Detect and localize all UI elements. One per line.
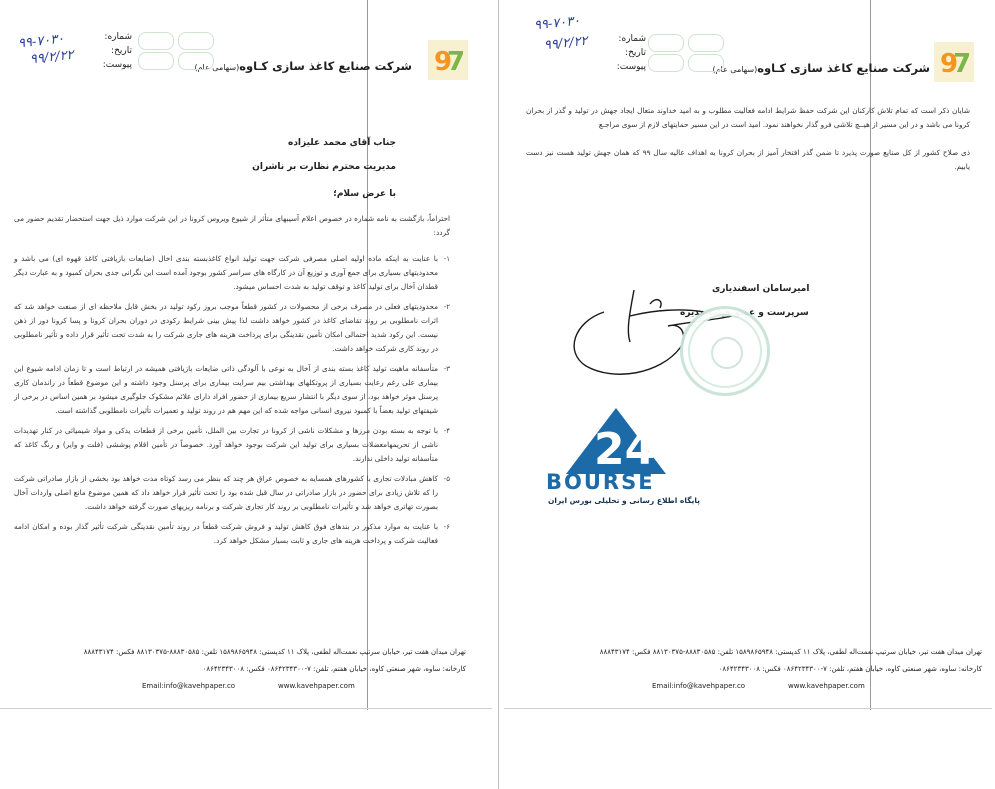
item-text: متأسفانه ماهیت تولید کاغذ بسته بندی از آخال به نوعی با آلودگی ذاتی ضایعات بازیافتی همیشه در ارتباط است و تا زمان ادامه شیوع این بیماری علی رغم رعایت بسیاری از پروتکلهای بهداشتی بیم سرایت بیماری برای پرسنل وجود داشته و این موضوع قطعاً در راندمان کاری پرسنل موثر خواهد بود، از سوی دیگر با انتشار سریع بیماری از حضور افراد دارای علائم مشکوک جلوگیری میشود بر همین اساس در برخی از شیفتهای تولید بعضاً با کمبود نیروی انسانی مواجه شده که این مهم هم در روند تولید و تعمیرات تأثیرات نامطلوبی گذاشته است. xyxy=(14,364,438,415)
letter-footer xyxy=(14,644,466,695)
company-name xyxy=(712,61,930,75)
company-logo xyxy=(934,42,974,82)
letter-footer xyxy=(542,644,982,695)
list-item xyxy=(14,362,450,418)
footer-factory: کارخانه: ساوه، شهر صنعتی کاوه، خیابان هفتم، تلفن: ۷-۰۸۶۴۲۳۴۳۰۰ فکس: ۰۸۶۴۲۳۴۳۰۰۸ xyxy=(718,665,982,673)
stamp-center xyxy=(711,337,743,369)
svg-text:7: 7 xyxy=(953,49,972,79)
item-number: ۵- xyxy=(443,475,450,483)
greeting: با عرض سلام؛ xyxy=(333,189,396,199)
footer-website: www.kavehpaper.com xyxy=(788,682,865,690)
footer-website: www.kavehpaper.com xyxy=(278,682,355,690)
date-label: تاریخ: xyxy=(625,48,646,58)
green-stamp xyxy=(138,32,174,50)
bourse-watermark-logo xyxy=(564,406,668,476)
letter-meta xyxy=(92,30,132,72)
list-item xyxy=(14,424,450,466)
date-label: تاریخ: xyxy=(111,46,132,56)
company-type: (سهامی عام) xyxy=(194,63,240,72)
footer-email: Email:info@kavehpaper.co xyxy=(142,682,236,690)
footer-email: Email:info@kavehpaper.co xyxy=(652,682,746,690)
green-stamp xyxy=(138,52,174,70)
letter-page-1 xyxy=(0,0,492,710)
letter-body xyxy=(526,104,970,174)
handwritten-number: ۹۹-۷۰۳۰ xyxy=(17,31,65,52)
list-item xyxy=(14,472,450,514)
item-text: با عنایت به اینکه ماده اولیه اصلی مصرفی شرکت جهت تولید انواع کاغذبسته بندی اخال (ضایعات بازیافتی کاغذ قهوه ای) می باشد و محدودیتهای بسیاری برای جمع آوری و توزیع آن در کارگاه های سراسر کشور بوجود آمده است این نگرانی جدی بحران کمبود و به عبارت دیگر قطدان آخال برای تولید کاغذ و توقف تولید به شدت احساس میشود. xyxy=(13,254,438,291)
item-text: کاهش مبادلات تجاری با کشورهای همسایه به خصوص عراق هر چند که بنظر می رسد کوتاه مدت خواهد بود بخشی از بازار صادراتی شرکت را که تلاش زیادی برای حضور در بازار صادراتی در سال قبل شده بود را تحت تأثیر قرار خواهد داد که همین موضوع مانع اصلی واردات آخال بصورت تهاتری خواهد شد و تأثیرات نامطلوبی بر روند کار تجاری شرکت و برنامه ریزیهای صورت گرفته خواهد داشت. xyxy=(14,474,438,511)
svg-text:7: 7 xyxy=(447,47,466,77)
company-logo xyxy=(428,40,468,80)
green-stamp xyxy=(178,32,214,50)
svg-text:9: 9 xyxy=(434,47,453,77)
signer-title: سرپرست و عضو هیئت مدیره xyxy=(680,308,809,318)
item-number: ۶- xyxy=(443,523,450,531)
closing-paragraph-2: ذی صلاح کشور از کل صنایع صورت پذیرد تا ضمن گذر افتخار آمیز از بحران کرونا به اهداف عالیه سال ۹۹ که همان جهش تولید هست نیز دست یابیم. xyxy=(526,148,970,171)
item-number: ۳- xyxy=(443,365,450,373)
handwritten-date: ۹۹/۲/۲۲ xyxy=(29,47,75,68)
letter-body xyxy=(14,212,450,554)
company-type: (سهامی عام) xyxy=(712,65,758,74)
company-name-text: شرکت صنایع کاغذ سازی کـاوه xyxy=(757,61,930,75)
page-edge xyxy=(0,708,492,709)
footer-address: تهران میدان هفت تیر، خیابان سرتیپ نعمت‌اله لطفی، پلاک ۱۱ کدپستی: ۱۵۸۹۸۶۵۹۴۸ تلفن: ۸۸۸۳۰۵۸۵-۸۸۱۳۰۳۷۵ فکس: ۸۸۸۴۳۱۷۴ xyxy=(599,648,982,656)
company-name-text: شرکت صنایع کاغذ سازی کـاوه xyxy=(239,59,412,73)
item-text: محدودیتهای فعلی در مصرف برخی از محصولات در کشور قطعاً موجب بروز رکود تولید در بخش قابل ملاحظه ای از صنعت خواهد شد که اثرات نامطلوبی بر روند تقاضای کاغذ در کشور خواهد داشت لذا پیش بینی شرایط رکودی در دوران بحران کرونا و پسا کرونا دور از ذهن نیست. این رکود شدید احتمالی امکان تأمین نقدینگی برای پرداخت هزینه های جاری شرکت را به شدت تحت تأثیر قرار داده و تأثیر نامطلوبی در روند کاری شرکت خواهد داشت. xyxy=(14,302,438,353)
page-divider xyxy=(498,0,499,789)
item-number: ۱- xyxy=(443,255,450,263)
list-item xyxy=(14,300,450,356)
green-stamp xyxy=(648,34,684,52)
recipient-name: جناب آقای محمد علیزاده xyxy=(288,138,396,148)
green-stamp xyxy=(688,54,724,72)
item-number: ۴- xyxy=(443,427,450,435)
attachment-label: پیوست: xyxy=(102,60,132,70)
item-number: ۲- xyxy=(443,303,450,311)
footer-factory: کارخانه: ساوه، شهر صنعتی کاوه، خیابان هفتم، تلفن: ۷-۰۸۶۴۲۳۴۳۰۰ فکس: ۰۸۶۴۲۳۴۳۰۰۸ xyxy=(202,665,466,673)
number-label: شماره: xyxy=(104,32,132,42)
attachment-label: پیوست: xyxy=(616,62,646,72)
recipient-title: مدیریت محترم نظارت بر ناشران xyxy=(252,162,396,172)
green-stamp xyxy=(648,54,684,72)
svg-text:24: 24 xyxy=(594,424,656,475)
signer-name: امیرسامان اسفندیاری xyxy=(712,284,810,294)
page-edge xyxy=(504,708,992,709)
handwritten-number: ۹۹-۷۰۳۰ xyxy=(533,13,581,34)
list-item xyxy=(14,252,450,294)
watermark-brand: BOURSE xyxy=(546,470,655,494)
watermark-tagline: پایگاه اطلاع رسانی و تحلیلی بورس ایران xyxy=(548,496,700,505)
company-round-stamp xyxy=(680,306,770,396)
green-stamp xyxy=(178,52,214,70)
number-label: شماره: xyxy=(618,34,646,44)
footer-address: تهران میدان هفت تیر، خیابان سرتیپ نعمت‌اله لطفی، پلاک ۱۱ کدپستی: ۱۵۸۹۸۶۵۹۴۸ تلفن: ۸۸۸۳۰۵۸۵-۸۸۱۳۰۳۷۵ فکس: ۸۸۸۴۳۱۷۴ xyxy=(83,648,466,656)
letter-meta xyxy=(606,32,646,74)
closing-paragraph-1: شایان ذکر است که تمام تلاش کارکنان این شرکت حفظ شرایط ادامه فعالیت مطلوب و به امید خداوند متعال ایجاد جهش در تولید و گذر از بحران کرونا می باشد و در این مسیر از هیــچ تلاشی فرو گذار نخواهند نمود. امید است در این مسیر حمایتهای لازم از سوی مراجـع xyxy=(526,106,970,129)
handwritten-date: ۹۹/۲/۲۲ xyxy=(543,33,589,54)
list-item xyxy=(14,520,450,548)
intro-paragraph: احتراماً، بازگشت به نامه شماره در خصوص اعلام آسیبهای متأثر از شیوع ویروس کرونا در این شرکت موارد ذیل جهت استحضار تقدیم حضور می گردد: xyxy=(14,214,450,237)
item-text: با توجه به بسته بودن مرزها و مشکلات ناشی از کرونا در تجارت بین الملل، تأمین برخی از قطعات یدکی و مواد شیمیائی در کنار تهدیدات ناشی از تحریمهامعضلات بسیاری برای تولید این شرکت بوجود خواهد آورد. خصوصاً در تأمین اقلام پوششی (فلت و وایر) و رنگ کاغذ که متأسفانه تولید داخلی ندارند. xyxy=(14,426,438,463)
green-stamp xyxy=(688,34,724,52)
letter-page-2 xyxy=(504,0,992,710)
svg-text:9: 9 xyxy=(940,49,959,79)
item-text: با عنایت به موارد مذکور در بندهای فوق کاهش تولید و فروش شرکت قطعاً در روند تأمین نقدینگی شرکت تأثیر گذار بوده و امکان ادامه فعالیت شرکت و پرداخت هزینه های جاری و ثابت بسیار مشکل خواهد کرد. xyxy=(14,522,438,545)
company-name xyxy=(194,59,412,73)
